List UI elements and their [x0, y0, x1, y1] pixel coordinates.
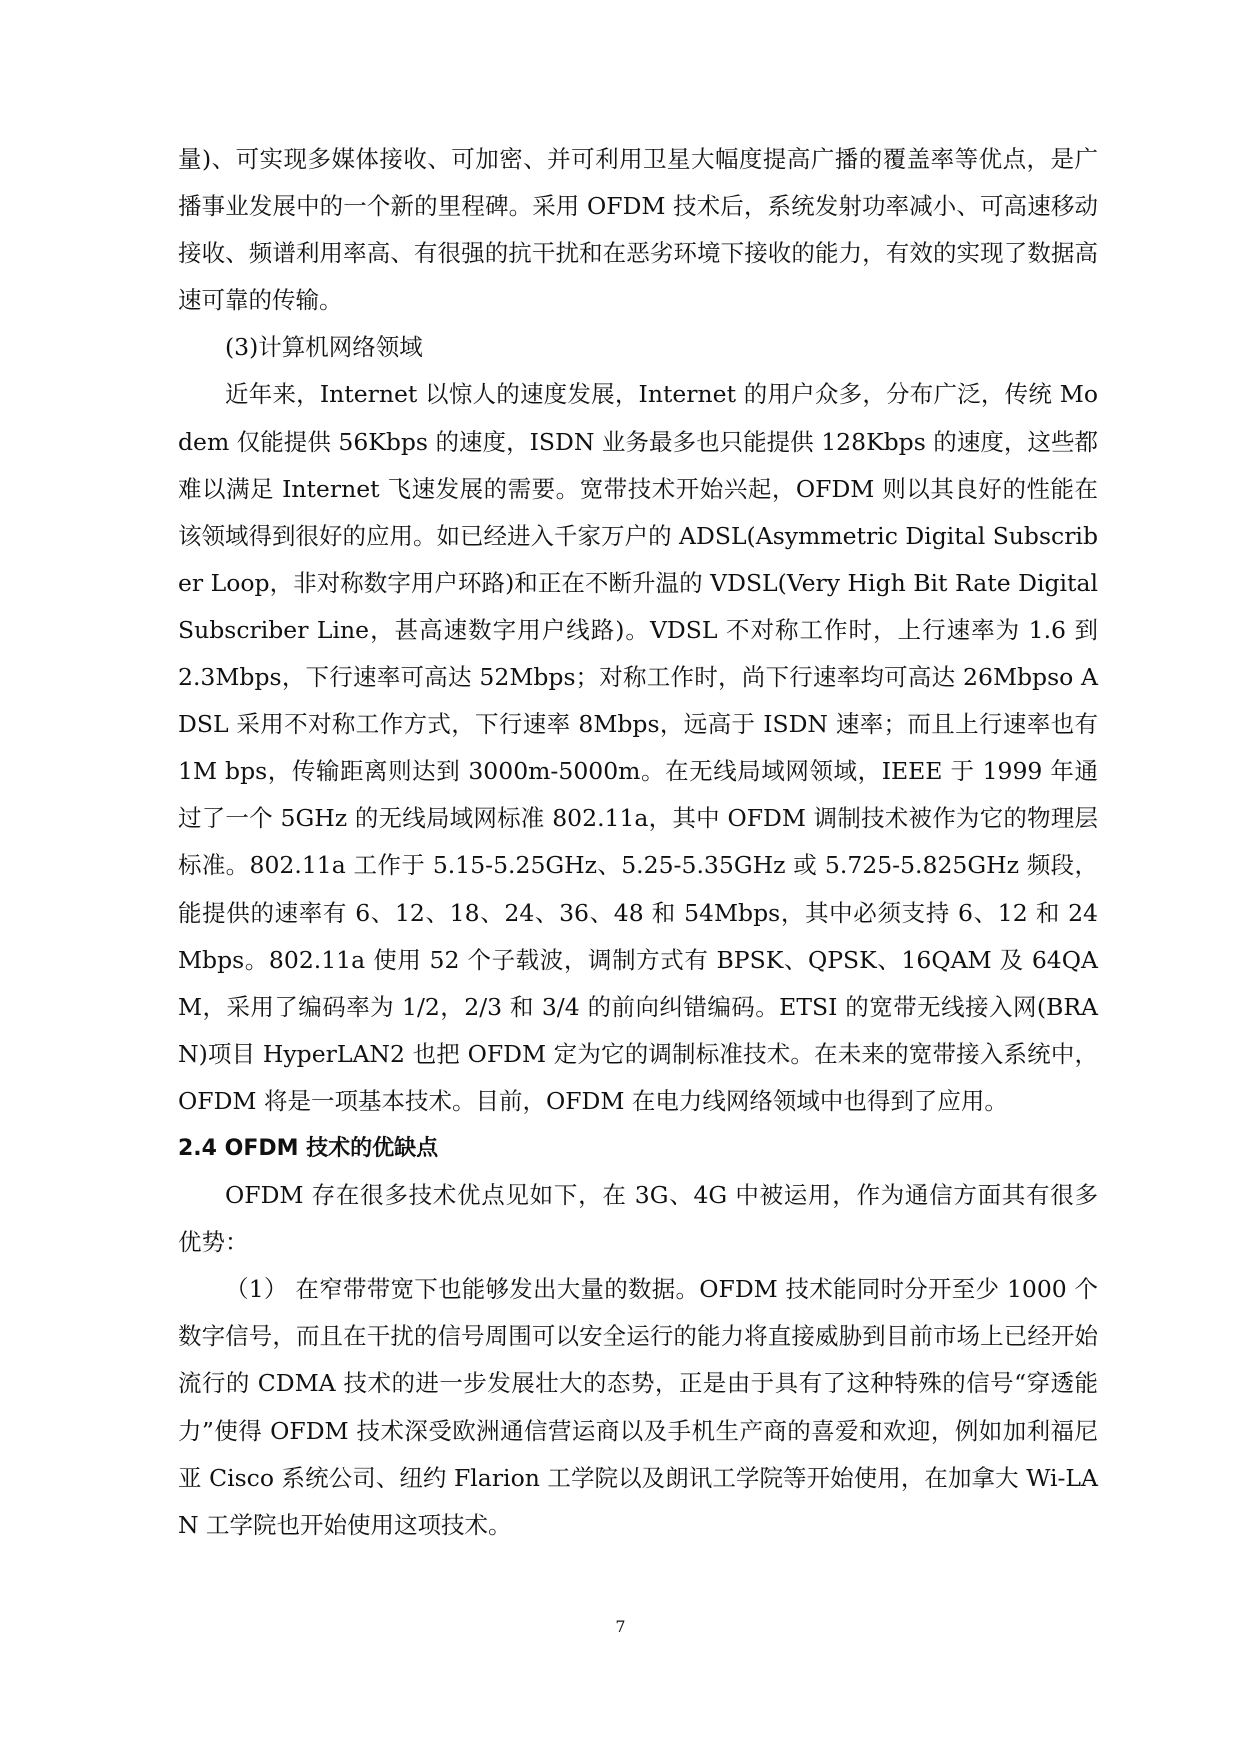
paragraph-advantage-1: （1） 在窄带带宽下也能够发出大量的数据。OFDM 技术能同时分开至少 1000 个数字信号，而且在干扰的信号周围可以安全运行的能力将直接威胁到目前市场上已经开始流行的 CDMA 技术的进一步发展壮大的态势，正是由于具有了这种特殊的信号“穿透能力”使得 OFDM 技术深受欧洲通信营运商以及手机生产商的喜爱和欢迎，例如加利福尼亚 Cisco 系统公司、纽约 Flarion 工学院以及朗讯工学院等开始使用，在加拿大 Wi-LAN 工学院也开始使用这项技术。 [178, 1275, 1098, 1539]
page-number: 7 [615, 1617, 626, 1636]
subheading-computer-networks: (3)计算机网络领域 [225, 333, 423, 362]
paragraph-computer-networks: 近年来，Internet 以惊人的速度发展，Internet 的用户众多，分布广泛，传统 Modem 仅能提供 56Kbps 的速度，ISDN 业务最多也只能提供 128Kbps 的速度，这些都难以满足 Internet 飞速发展的需要。宽带技术开始兴起，OFDM 则以其良好的性能在该领域得到很好的应用。如已经进入千家万户的 ADSL(Asymmetric Digital Subscriber Loop，非对称数字用户环路)和正在不断升温的 VDSL(Very High Bit Rate Digital Subscriber Line，甚高速数字用户线路)。VDSL 不对称工作时，上行速率为 1.6 到 2.3Mbps，下行速率可高达 52Mbps；对称工作时，尚下行速率均可高达 26Mbpso ADSL 采用不对称工作方式，下行速率 8Mbps，远高于 ISDN 速率；而且上行速率也有 1M bps，传输距离则达到 3000m-5000m。在无线局域网领域，IEEE 于 1999 年通过了一个 5GHz 的无线局域网标准 802.11a，其中 OFDM 调制技术被作为它的物理层标准。802.11a 工作于 5.15-5.25GHz、5.25-5.35GHz 或 5.725-5.825GHz 频段，能提供的速率有 6、12、18、24、36、48 和 54Mbps，其中必须支持 6、12 和 24 Mbps。802.11a 使用 52 个子载波，调制方式有 BPSK、QPSK、16QAM 及 64QAM，采用了编码率为 1/2，2/3 和 3/4 的前向纠错编码。ETSI 的宽带无线接入网(BRAN)项目 HyperLAN2 也把 OFDM 定为它的调制标准技术。在未来的宽带接入系统中，OFDM 将是一项基本技术。目前，OFDM 在电力线网络领域中也得到了应用。 [178, 380, 1098, 1115]
body-text [178, 136, 1098, 1549]
paragraph-advantages-intro: OFDM 存在很多技术优点见如下，在 3G、4G 中被运用，作为通信方面其有很多优势： [178, 1181, 1098, 1257]
section-heading-ofdm-pros-cons: 2.4 OFDM 技术的优缺点 [178, 1135, 439, 1161]
paragraph-broadcast-continuation: 量)、可实现多媒体接收、可加密、并可利用卫星大幅度提高广播的覆盖率等优点，是广播事业发展中的一个新的里程碑。采用 OFDM 技术后，系统发射功率减小、可高速移动接收、频谱利用率高、有很强的抗干扰和在恶劣环境下接收的能力，有效的实现了数据高速可靠的传输。 [178, 145, 1098, 315]
